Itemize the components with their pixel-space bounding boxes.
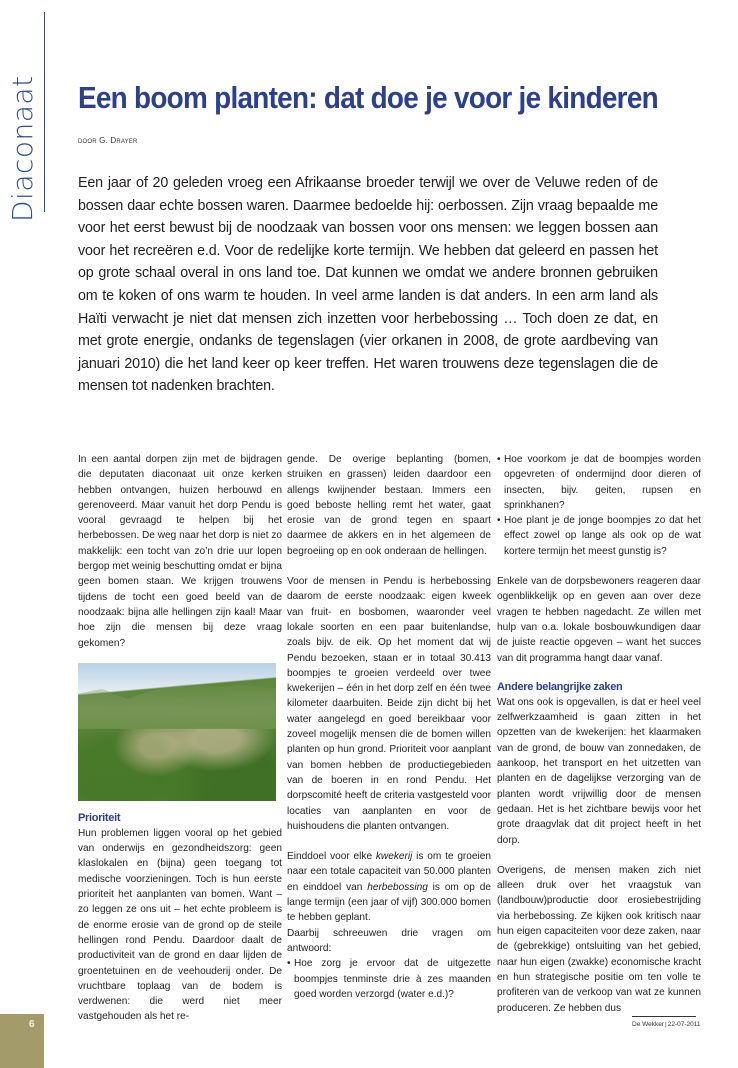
paragraph: Wat ons ook is opgevallen, is dat er heel veel zelfwerkzaamheid is gaan zitten in het opzetten van de kwekerijen: het klaarmaken van de grond, de bouw van zonnedaken, de aankoop, het transport en het uitzetten van planten en de dagelijkse verzorging van de planten wordt vrijwillig door de mensen gedaan. Het is het zichtbare bewijs voor het grote draagvlak dat dit project heeft in het dorp.	[497, 696, 701, 846]
column-2	[287, 452, 491, 1002]
subheading-andere-zaken: Andere belangrijke zaken	[497, 680, 623, 693]
byline	[78, 136, 138, 145]
mountain-photo	[78, 663, 276, 801]
paragraph	[287, 849, 491, 925]
article-title: Een boom planten: dat doe je voor je kinderen	[78, 80, 658, 115]
column-1	[78, 452, 282, 1025]
separator: |	[665, 1021, 667, 1028]
paragraph: Daarbij schreeuwen drie vragen om antwoord:	[287, 927, 491, 954]
question-list-continued	[497, 452, 701, 559]
footer-divider	[632, 1016, 696, 1017]
subheading-prioriteit: Prioriteit	[78, 811, 121, 824]
footer-publication	[632, 1016, 701, 1028]
emphasis: herbebossing	[367, 881, 428, 893]
publication-date: 22-07-2011	[667, 1021, 701, 1028]
paragraph: gende. De overige beplanting (bomen, struiken en grassen) leiden daardoor een allengs kwijnender bestaan. Immers een goed beboste helling remt het water, gaat erosie van de grond tegen en spaart daarmee de akkers en in het algemeen de begroeiing op en ook onderaan de hellingen.	[287, 454, 491, 557]
paragraph: Hun problemen liggen vooral op het gebied van onderwijs en gezondheidszorg: geen klaslokalen en (bijna) geen toegang tot medische voorzieningen. Toch is hun eerste prioriteit het aanplanten van bomen. Want – zo leggen ze ons uit – het echte probleem is de enorme erosie van de grond op de steile hellingen rond Pendu. Daardoor daalt de productiviteit van de grond en daar lijden de groentetuinen en de veehouderij onder. De vruchtbare toplaag van de bodem is verdwenen: die werd niet meer vastgehouden als het re-	[78, 827, 282, 1023]
list-item: • Hoe voorkom je dat de boompjes worden opgevreten of ondermijnd door dieren of insecten, bijv. geiten, rupsen en sprinkhanen?	[497, 452, 701, 513]
section-label: Diaconaat	[6, 75, 39, 222]
paragraph: Overigens, de mensen maken zich niet alleen druk over het vraagstuk van (landbouw)productie door erosiebestrijding via herbebossing. Ze kijken ook kritisch naar hun eigen capaciteiten voor deze zaken, naar de (gebrekkige) ontsluiting van het gebied, naar hun eigen (zwakke) economische kracht en hun strategische positie om ten volle te profiteren van de verkoop van wat ze kunnen produceren. Ze hebben dus	[497, 864, 701, 1014]
page-number: 6	[29, 1019, 35, 1030]
emphasis: kwekerij	[375, 851, 413, 863]
text-run: is om te groeien naar een totale capaciteit van 50.000 planten en einddoel van	[287, 851, 491, 893]
page-number-tab	[0, 1014, 44, 1068]
list-item: • Hoe zorg je ervoor dat de uitgezette boompjes tenminste drie à zes maanden goed worden verzorgd (water e.d.)?	[287, 956, 491, 1002]
list-item: • Hoe plant je de jonge boompjes zo dat het effect zowel op lange als ook op de wat kortere termijn het meest gunstig is?	[497, 513, 701, 559]
byline-author: G. Drayer	[99, 136, 138, 145]
section-tab	[8, 52, 40, 222]
question-list	[287, 956, 491, 1002]
text-run: Einddoel voor elke	[287, 851, 376, 863]
paragraph: Enkele van de dorpsbewoners reageren daar ogenblikkelijk op en geven aan over deze vragen te hebben nagedacht. Ze willen met hulp van o.a. lokale bosbouwkundigen daar de juiste reactie opgeven – want het succes van dit programma hangt daar vanaf.	[497, 576, 701, 664]
column-3	[497, 452, 701, 1016]
publication-name: De Wekker	[632, 1021, 665, 1028]
text-run: is om op de lange termijn (een jaar of vijf) 300.000 bomen te hebben geplant.	[287, 881, 491, 924]
byline-prefix: door	[78, 136, 97, 145]
footer-text	[632, 1021, 701, 1028]
section-divider	[44, 12, 45, 212]
paragraph: Voor de mensen in Pendu is herbebossing daarom de eerste noodzaak: eigen kweek van fruit- en bosbomen, waaronder veel lokale soorten en een paar buitenlandse, zoals bijv. de eik. Op het moment dat wij Pendu bezoeken, staan er in totaal 30.413 boompjes te groeien verdeeld over twee kwekerijen – één in het dorp zelf en één twee kilometer daarbuiten. Beide zijn dicht bij het water aangelegd en goed bereikbaar voor zoveel mogelijk mensen die de bomen willen planten op hun grond. Prioriteit voor aanplant van bomen hebben de productiegebieden van de boeren in en rond Pendu. Het dorpscomité heeft de criteria vastgesteld voor locaties van aanplanten en voor de huishoudens die planten ontvangen.	[287, 576, 491, 832]
paragraph: In een aantal dorpen zijn met de bijdragen die deputaten diaconaat uit onze kerken hebben ontvangen, huizen herbouwd en gerenoveerd. Maar vanuit het dorp Pendu is vooral gevraagd te helpen bij het herbebossen. De weg naar het dorp is niet zo makkelijk: een tocht van zo’n drie uur lopen bergop met weinig beschutting omdat er bijna geen bomen staan. We krijgen trouwens tijdens de tocht een goed beeld van de noodzaak: bijna alle hellingen zijn kaal! Maar hoe zijn die mensen bij deze vraag gekomen?	[78, 454, 282, 649]
article-intro: Een jaar of 20 geleden vroeg een Afrikaanse broeder terwijl we over de Veluwe reden of de bossen daar echte bossen waren. Daarmee bedoelde hij: oerbossen. Zijn vraag bepaalde me voor het eerst bewust bij de noodzaak van bossen voor ons mensen: we leggen bossen aan voor het recreëren e.d. Voor de redelijke korte termijn. We hebben dat geleerd en passen het op grote schaal overal in ons land toe. Dat kunnen we omdat we andere bronnen gebruiken om te koken of ons warm te houden. In veel arme landen is dat anders. In een arm land als Haïti verwacht je niet dat mensen zich inzetten voor herbebossing … Toch doen ze dat, en met grote energie, ondanks de tegenslagen (vier orkanen in 2008, de grote aardbeving van januari 2010) die het land keer op keer treffen. Het waren trouwens deze tegenslagen die de mensen tot nadenken brachten.	[78, 175, 658, 395]
